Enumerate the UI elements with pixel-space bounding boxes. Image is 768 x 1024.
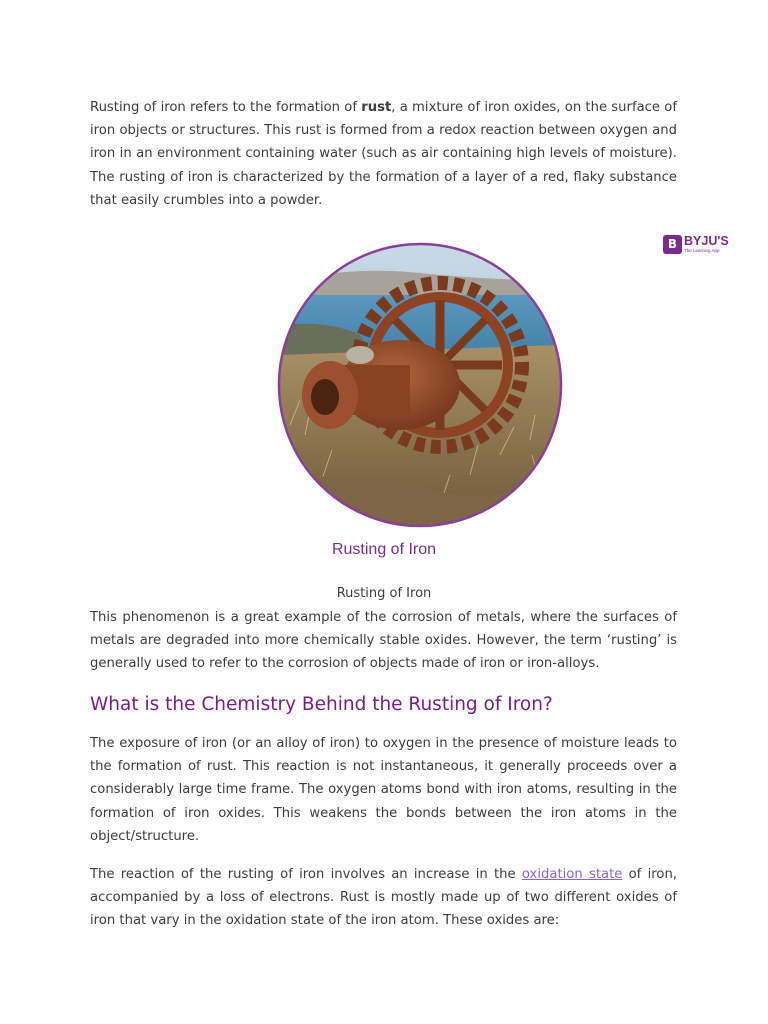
photo-scene <box>279 244 561 526</box>
paragraph-2-section <box>90 606 677 676</box>
paragraph-4-section <box>90 863 677 933</box>
intro-text-start: Rusting of iron refers to the formation of <box>90 100 362 115</box>
byjus-logo-mark: B <box>663 235 682 254</box>
figure-caption: Rusting of Iron <box>336 586 432 601</box>
paragraph-4-start: The reaction of the rusting of iron involves an increase in the <box>90 867 522 882</box>
image-caption: Rusting of Iron <box>331 541 437 558</box>
oxidation-state-link[interactable]: oxidation state <box>521 867 623 882</box>
intro-paragraph <box>90 96 677 212</box>
byjus-logo-name: BYJU'S <box>684 234 729 248</box>
rust-term: rust <box>361 100 392 115</box>
paragraph-3: The exposure of iron (or an alloy of iron) to oxygen in the presence of moisture leads to the formation of rust. This reaction is not instantaneous, it generally proceeds over a considerably large time frame. The oxygen atoms bond with iron atoms, resulting in the formation of iron oxides. This weakens the bonds between the iron atoms in the object/structure. <box>90 736 677 844</box>
paragraph-4-end: of iron, accompanied by a loss of electrons. Rust is mostly made up of two different oxides of iron that vary in the oxidation state of the iron atom. These oxides are: <box>90 867 677 929</box>
section-heading: What is the Chemistry Behind the Rusting of Iron? <box>90 694 553 715</box>
intro-text-end: , a mixture of iron oxides, on the surface of iron objects or structures. This rust is formed from a redox reaction between oxygen and iron in an environment containing water (such as air containing high levels of moisture). The rusting of iron is characterized by the formation of a layer of a red, flaky substance that easily crumbles into a powder. <box>90 100 678 208</box>
rusting-iron-illustration <box>0 225 768 585</box>
intro-section <box>90 96 677 212</box>
paragraph-4 <box>90 863 677 933</box>
byjus-logo-tagline: The Learning App <box>684 247 720 253</box>
paragraph-2: This phenomenon is a great example of the corrosion of metals, where the surfaces of metals are degraded into more chemically stable oxides. However, the term ‘rusting’ is generally used to refer to the corrosion of objects made of iron or iron-alloys. <box>90 610 677 672</box>
paragraph-3-section <box>90 732 677 848</box>
